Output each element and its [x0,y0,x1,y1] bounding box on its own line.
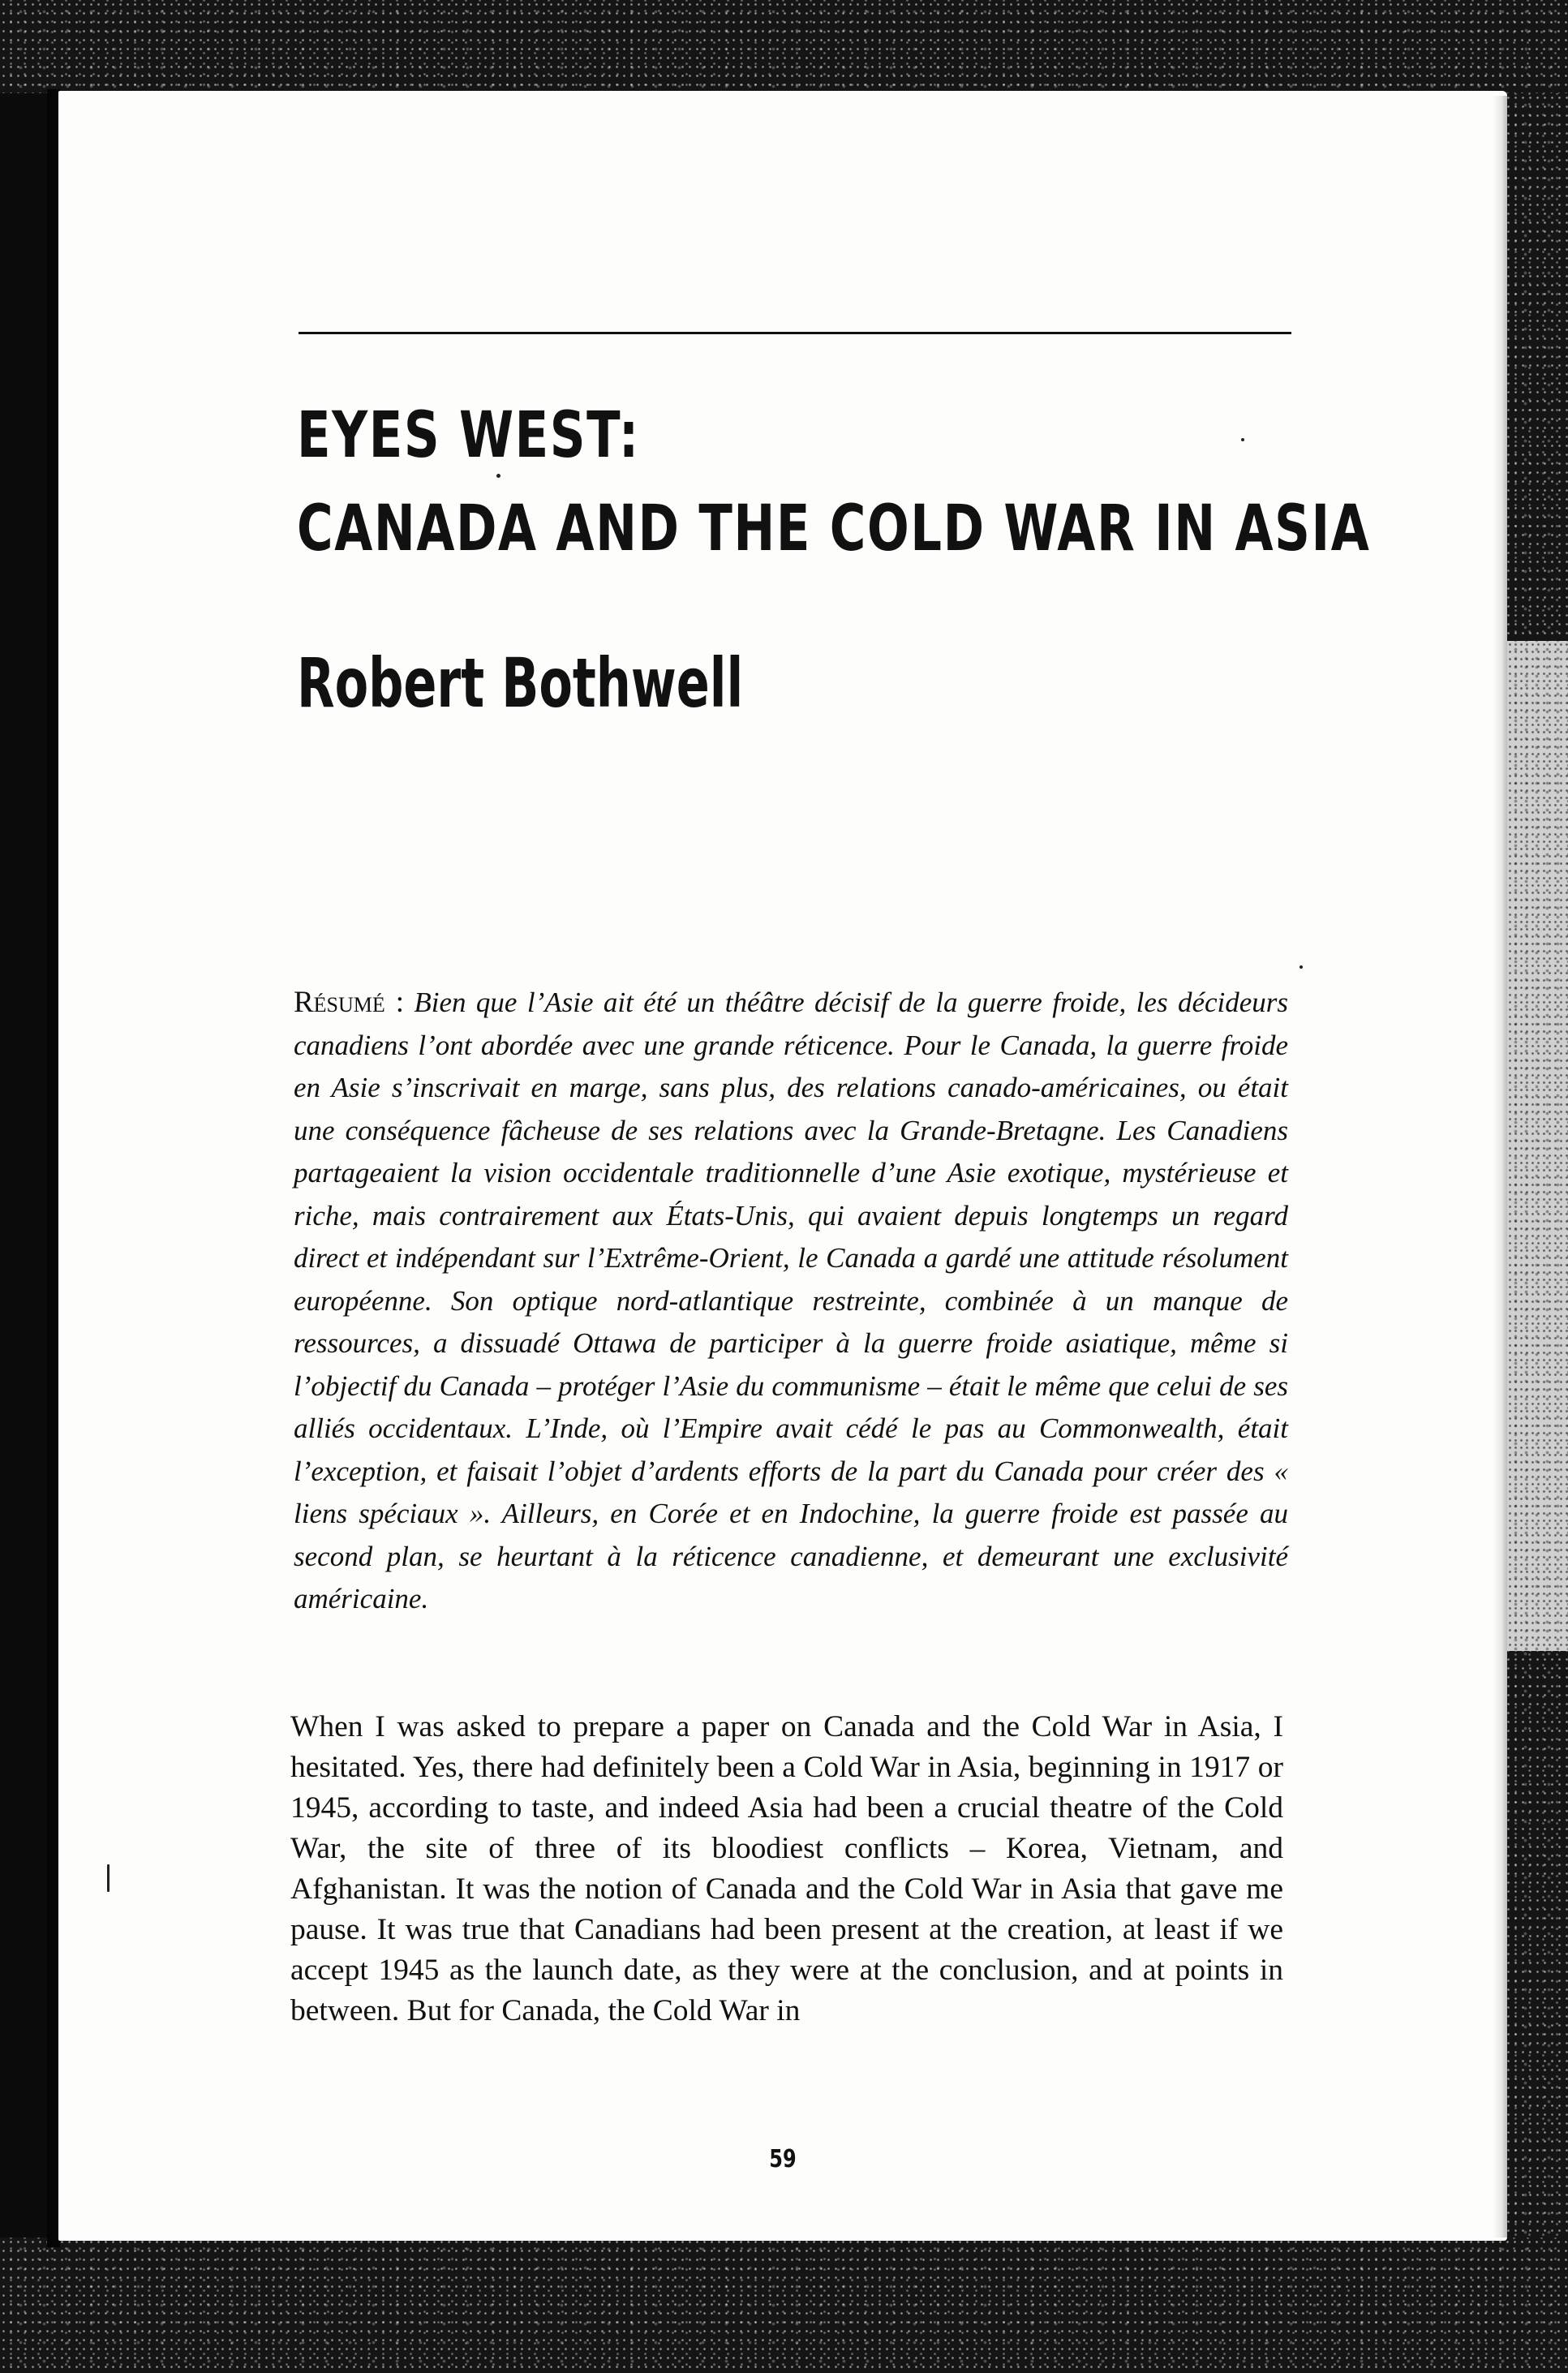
dust-speck [107,1864,110,1892]
dust-speck [496,474,500,478]
book-page [58,91,1507,2241]
body-paragraph: When I was asked to prepare a paper on Canada and the Cold War in Asia, I hesitated. Yes, there had definitely been a Cold War in Asia, beginning in 1917 or 1945, according to taste, and indeed Asia had been a crucial theatre of the Cold War, the site of three of its bloodiest conflicts – Korea, Vietnam, and Afghanistan. It was the notion of Canada and the Cold War in Asia that gave me pause. It was true that Canadians had been present at the creation, at least if we accept 1945 as the launch date, as they were at the conclusion, and at points in between. But for Canada, the Cold War in [290,1710,1283,2027]
article-title [297,389,1371,576]
abstract-text: Bien que l’Asie ait été un théâtre décisif de la guerre froide, les décideurs canadiens l’ont abordée avec une grande réticence. Pour le Canada, la guerre froide en Asie s’inscrivait en marge, sans plus, des relations canado-américaines, ou était une conséquence fâcheuse de ses relations avec la Grande-Bretagne. Les Canadiens partageaient la vision occidentale traditionnelle d’une Asie exotique, mystérieuse et riche, mais contrairement aux États-Unis, qui avaient depuis longtemps un regard direct et indépendant sur l’Extrême-Orient, le Canada a gardé une attitude résolument européenne. Son optique nord-atlantique restreinte, combinée à un manque de ressources, a dissuadé Ottawa de participer à la guerre froide asiatique, même si l’objectif du Canada – protéger l’Asie du communisme – était le même que celui de ses alliés occidentaux. L’Inde, où l’Empire avait cédé le pas au Commonwealth, était l’exception, et faisait l’objet d’ardents efforts de la part du Canada pour créer des « liens spéciaux ». Ailleurs, en Corée et en Indochine, la guerre froide est passée au second plan, se heurtant à la réticence canadienne, et demeurant une exclusivité américaine. [294,987,1289,1614]
scan-border-top [0,0,1568,93]
article-title-line-1: EYES WEST: [297,399,640,472]
abstract-label: Résumé : [294,986,404,1019]
article-title-line-2: CANADA AND THE COLD WAR IN ASIA [297,492,1371,565]
title-rule [299,332,1291,334]
author-name: Robert Bothwell [297,643,744,723]
dust-speck [1300,965,1303,969]
abstract [294,982,1288,1621]
scan-border-bottom [0,2238,1568,2373]
dust-speck [1241,438,1244,441]
adjacent-page-edge [1507,641,1568,1651]
page-number: 59 [769,2145,797,2173]
page-edge-shadow [1493,96,1507,2238]
